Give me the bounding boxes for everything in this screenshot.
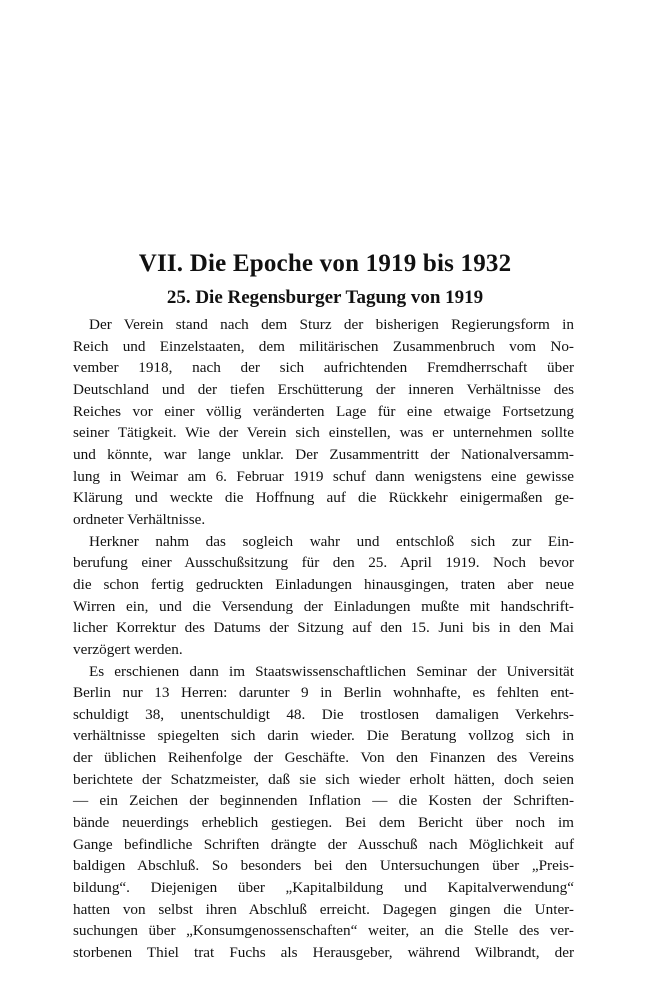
text-line: und könnte, war lange unklar. Der Zusammentritt der Nationalversamm- [73, 445, 574, 463]
text-line: berufung einer Ausschußsitzung für den 25. April 1919. Noch bevor [73, 554, 574, 572]
text-line: Herkner nahm das sogleich wahr und entschloß sich zur Ein- [89, 532, 574, 550]
text-line: die schon fertig gedruckten Einladungen hinausgingen, traten aber neue [73, 575, 574, 593]
text-line: ordneter Verhältnisse. [73, 510, 206, 528]
text-line: Wirren ein, und die Versendung der Einladungen mußte mit handschrift- [73, 597, 574, 615]
text-line: bildung“. Diejenigen über „Kapitalbildung und Kapitalverwendung“ [73, 879, 574, 897]
text-line: berichtete der Schatzmeister, daß sie sich wieder erholt hätten, doch seien [73, 770, 574, 788]
text-line: Gange befindliche Schriften drängte der Ausschuß nach Möglichkeit auf [73, 835, 574, 853]
text-line: suchungen über „Konsumgenossenschaften“ weiter, an die Stelle des ver- [73, 922, 574, 940]
section-title: 25. Die Regensburger Tagung von 1919 [166, 287, 484, 308]
text-line: hatten von selbst ihren Abschluß erreicht. Dagegen gingen die Unter- [73, 900, 574, 918]
text-line: Es erschienen dann im Staatswissenschaftlichen Seminar der Universität [89, 662, 574, 680]
text-line: lung in Weimar am 6. Februar 1919 schuf dann wenigstens eine gewisse [73, 467, 574, 485]
text-line: verhältnisse spiegelten sich darin wieder. Die Beratung vollzog sich in [73, 727, 574, 745]
text-line: Reich und Einzelstaaten, dem militärischen Zusammenbruch vom No- [73, 337, 574, 355]
text-line: Berlin nur 13 Herren: darunter 9 in Berlin wohnhafte, es fehlten ent- [73, 684, 574, 702]
text-line: verzögert werden. [73, 640, 183, 658]
text-line: — ein Zeichen der beginnenden Inflation — die Kosten der Schriften- [73, 792, 574, 810]
text-line: vember 1918, nach der sich aufrichtenden Fremdherrschaft über [73, 359, 574, 377]
text-line: licher Korrektur des Datums der Sitzung auf den 15. Juni bis in den Mai [73, 619, 574, 637]
body-text [73, 314, 574, 964]
text-line: bände neuerdings erheblich gestiegen. Bei dem Bericht über noch im [73, 814, 574, 832]
text-line: Der Verein stand nach dem Sturz der bisherigen Regierungsform in [89, 316, 574, 333]
text-line: Reiches vor einer völlig veränderten Lage für eine etwaige Fortsetzung [73, 402, 574, 420]
text-line: Deutschland und der tiefen Erschütterung der inneren Verhältnisse des [73, 380, 574, 398]
chapter-title: VII. Die Epoche von 1919 bis 1932 [138, 250, 512, 277]
text-line: der üblichen Reihenfolge der Geschäfte. Von den Finanzen des Vereins [73, 749, 574, 767]
text-line: baldigen Abschluß. So besonders bei den Untersuchungen über „Preis- [73, 857, 574, 875]
text-line: Klärung und weckte die Hoffnung auf die Rückkehr einigermaßen ge- [73, 489, 574, 507]
text-line: seiner Tätigkeit. Wie der Verein sich einstellen, was er unternehmen sollte [73, 424, 574, 442]
text-line: schuldigt 38, unentschuldigt 48. Die trostlosen damaligen Verkehrs- [73, 705, 574, 723]
text-line: storbenen Thiel trat Fuchs als Herausgeber, während Wilbrandt, der [73, 944, 574, 962]
